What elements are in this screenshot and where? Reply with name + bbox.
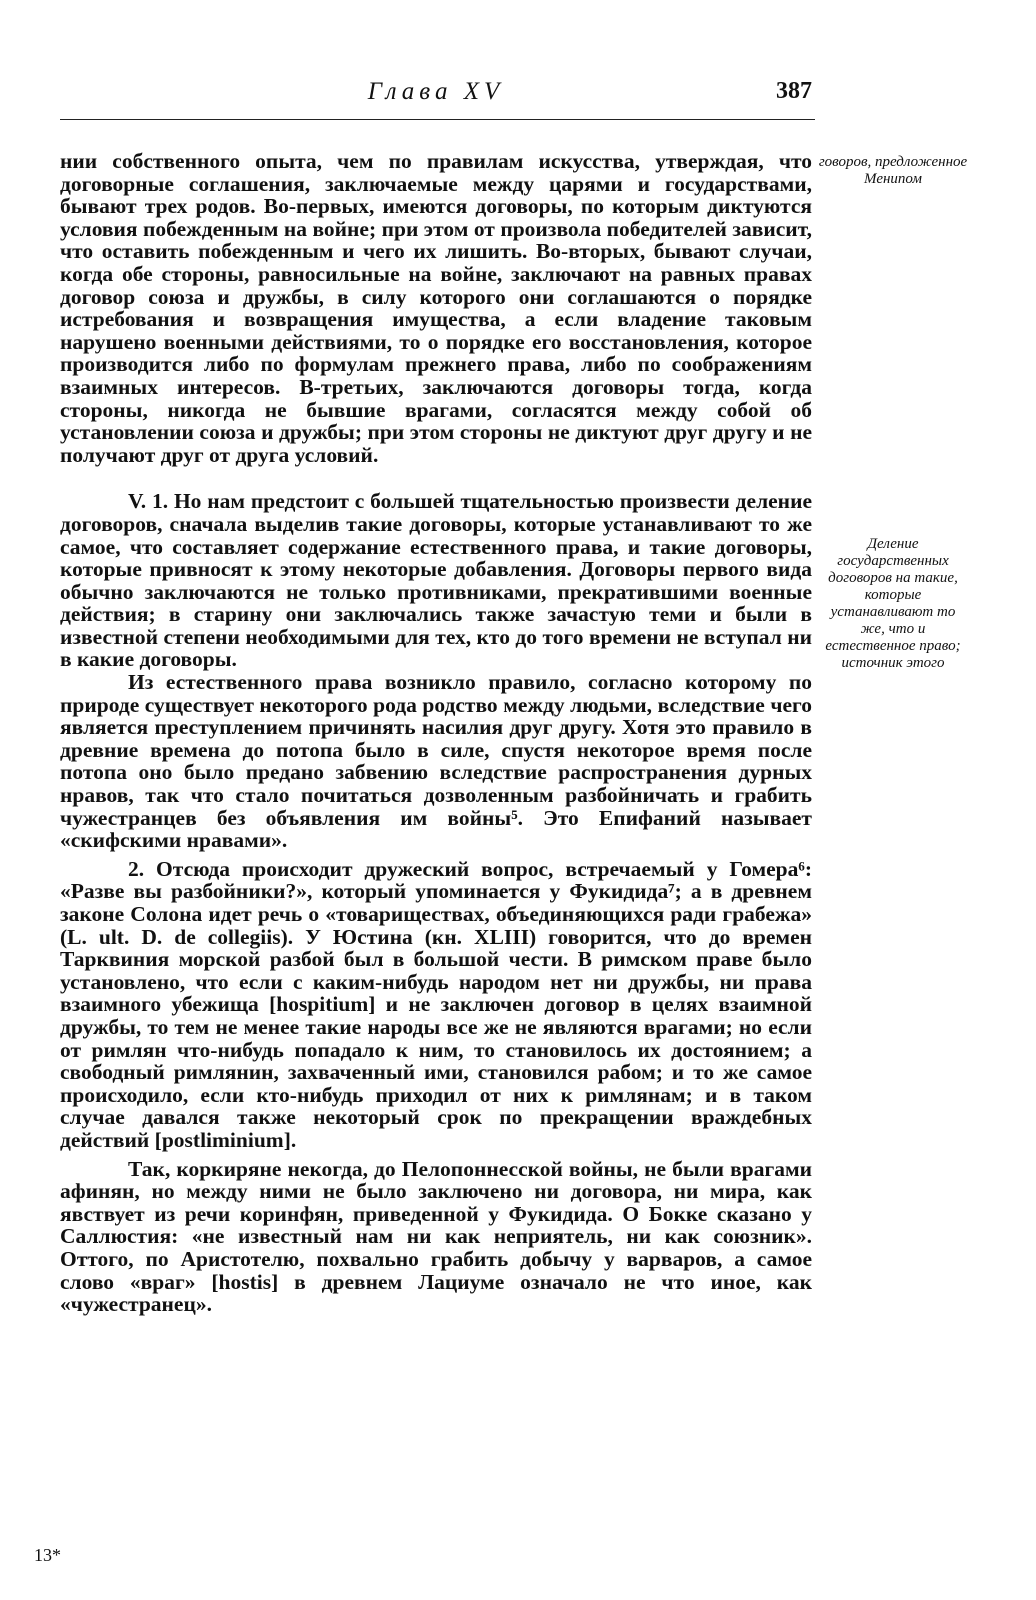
section-gap — [60, 466, 812, 490]
paragraph-2: V. 1. Но нам предстоит с большей тщательностью произвести деление договоров, сначала выделив такие договоры, которые устанавливают то же самое, что составляет содержание естественного права, и такие договоры, которые привносят к этому некоторые добавления. Договоры первого вида обычно заключаются не только противниками, прекратившими военные действия; в старину они заключались также зачастую теми и были в известной степени необходимыми для тех, кто до того времени не вступал ни в какие договоры. — [60, 489, 812, 672]
paragraph-1: нии собственного опыта, чем по правилам искусства, утверждая, что договорные соглашения, заключаемые между царями и государствами, бывают трех родов. Во-первых, имеются договоры, по которым диктуются условия побежденным на войне; при этом от произвола победителей зависит, что оставить побежденным и чего их лишить. Во-вторых, бывают случаи, когда обе стороны, равносильные на войне, заключают на равных правах договор союза и дружбы, в силу которого они соглашаются о порядке истребования и возвращения имущества, а если владение таковым нарушено военными действиями, то о порядке его восстановления, которое производится либо по формулам прежнего права, либо по соображениям взаимных интересов. В-третьих, заключаются договоры тогда, когда стороны, никогда не бывшие врагами, согласятся между собой об установлении союза и дружбы; при этом стороны не диктуют друг другу и не получают друг от друга условий. — [60, 149, 812, 467]
paragraph-4: 2. Отсюда происходит дружеский вопрос, встречаемый у Гомера⁶: «Разве вы разбойники?», который упоминается у Фукидида⁷; а в древнем законе Солона идет речь о «товариществах, объединяющихся ради грабежа» (L. ult. D. de collegiis). У Юстина (кн. XLIII) говорится, что до времен Тарквиния морской разбой был в большой чести. В римском праве было установлено, что если с каким-нибудь народом нет ни дружбы, ни права взаимного убежища [hospitium] и не заключен договор в целях взаимной дружбы, то тем не менее такие народы все же не являются врагами; но если от римлян что-нибудь попадало к ним, то становилось их достоянием; а свободный римлянин, захваченный ими, становился рабом; и то же самое происходило, если кто-нибудь приходил от них к римлянам; и в таком случае давался также некоторый срок по прекращении враждебных действий [postliminium]. — [60, 856, 812, 1152]
signature-mark: 13* — [34, 1545, 61, 1565]
margin-note-2: Деление государственных договоров на такие, которые устанавливают то же, что и естественное право; источник этого — [825, 536, 961, 671]
header-rule — [60, 119, 815, 120]
chapter-title: Глава XV — [367, 78, 505, 105]
paragraph-3: Из естественного права возникло правило, согласно которому по природе существует некоторого рода родство между людьми, вследствие чего является преступлением причинять насилия друг другу. Хотя это правило в древние времена до потопа было в силе, спустя некоторое время после потопа оно было предано забвению вследствие распространения дурных нравов, так что стало почитаться дозволенным разбойничать и грабить чужестранцев без объявления им войны⁵. Это Епифаний называет «скифскими нравами». — [60, 670, 812, 853]
page-number: 387 — [776, 78, 812, 104]
running-head — [60, 78, 812, 110]
paragraph-5: Так, коркиряне некогда, до Пелопоннесской войны, не были врагами афинян, но между ними не было заключено ни договора, ни мира, как явствует из речи коринфян, приведенной у Фукидида. О Бокке сказано у Саллюстия: «не известный нам ни как неприятель, ни как союзник». Оттого, по Аристотелю, похвально грабить добычу у варваров, а самое слово «враг» [hostis] в древнем Лациуме означало не что иное, как «чужестранец». — [60, 1156, 812, 1317]
margin-note-1: говоров, предложенное Менипом — [818, 154, 968, 187]
main-text — [60, 150, 812, 1316]
